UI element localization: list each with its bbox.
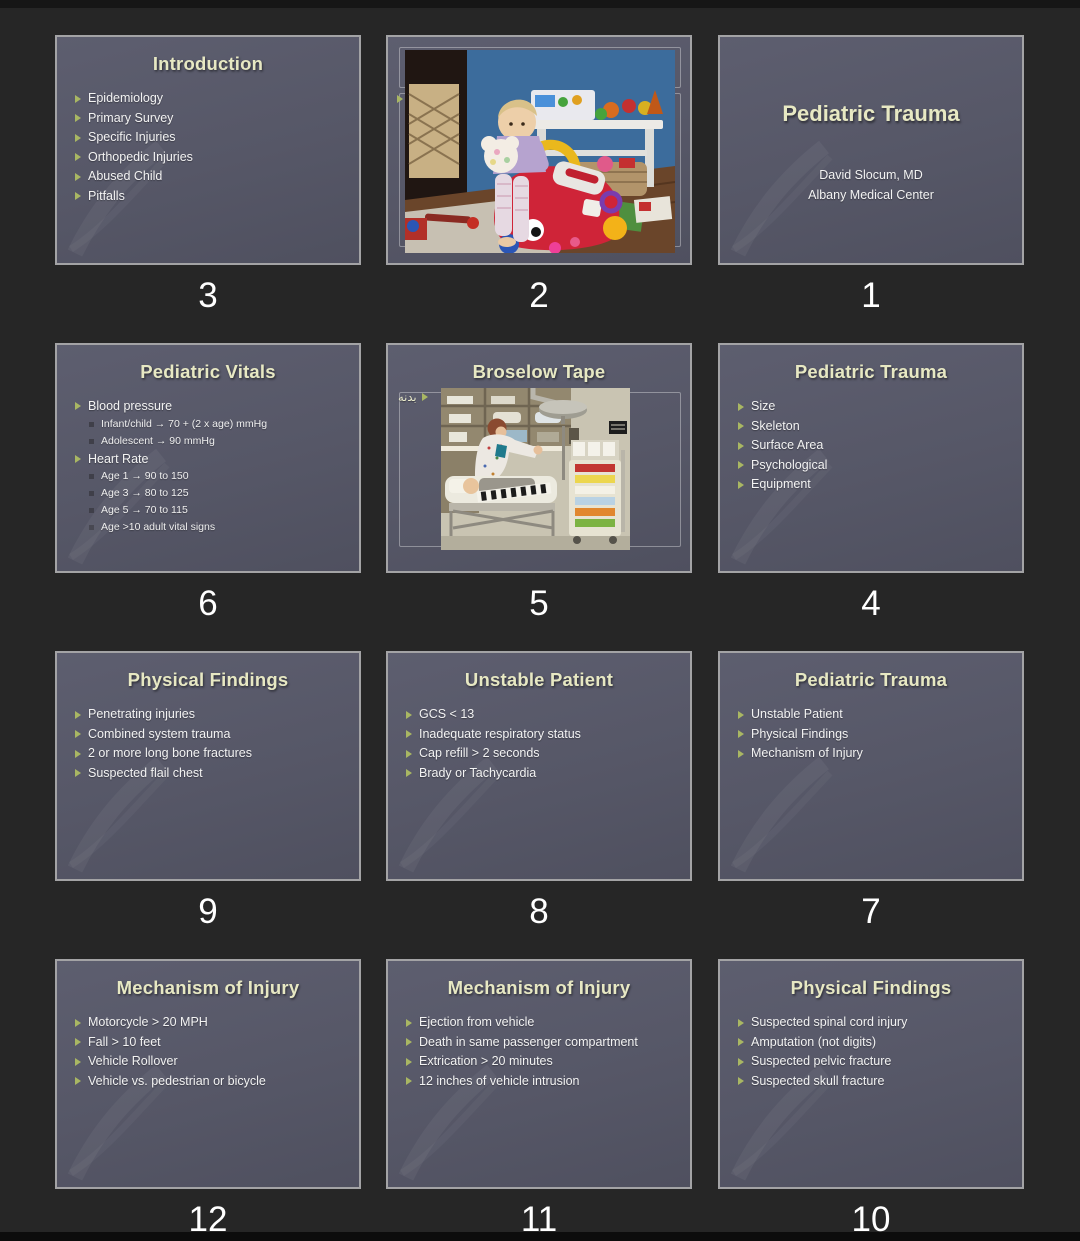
slide-thumbnail-12[interactable]: [55, 959, 361, 1189]
sub-bullet-item: [75, 485, 353, 502]
sub-bullet-item: [75, 433, 353, 450]
bullet-item: [738, 417, 1016, 437]
bullet-text: Ejection from vehicle: [419, 1015, 535, 1029]
bullet-text: Age >10 adult vital signs: [101, 521, 216, 533]
sub-bullet-item: [75, 416, 353, 433]
bullet-list: [75, 705, 353, 783]
bullet-square-icon: [89, 491, 94, 496]
slide-title: Broselow Tape: [472, 361, 606, 382]
bullet-item: [406, 1052, 684, 1072]
bullet-text: 2 or more long bone fractures: [88, 746, 252, 760]
bullet-item: [738, 1072, 1016, 1092]
bullet-arrow-icon: [406, 711, 412, 719]
bullet-arrow-icon: [738, 481, 744, 489]
bullet-item: [75, 148, 353, 168]
bullet-item: [738, 475, 1016, 495]
bullet-arrow-icon: [75, 134, 81, 142]
bullet-item: [406, 1072, 684, 1092]
slide-title: Physical Findings: [790, 977, 952, 998]
slide-cell-2: [386, 35, 692, 315]
bullet-arrow-icon: [738, 1077, 744, 1085]
bullet-item: [406, 1033, 684, 1053]
bullet-item: [738, 1013, 1016, 1033]
bullet-text: Vehicle vs. pedestrian or bicycle: [88, 1073, 266, 1088]
bullet-arrow-icon: [75, 455, 81, 463]
bullet-text: Primary Survey: [88, 110, 174, 125]
slide-number: 5: [529, 584, 549, 623]
bullet-arrow-icon: [75, 1019, 81, 1027]
slide-thumbnail-11[interactable]: [386, 959, 692, 1189]
bullet-arrow-icon: [738, 442, 744, 450]
bullet-item: [406, 764, 684, 784]
bullet-item: [75, 764, 353, 784]
sub-bullet-item: [75, 468, 353, 485]
bullet-text: Surface Area: [751, 438, 824, 452]
bullet-arrow-icon: [406, 1019, 412, 1027]
bullet-arrow-icon: [422, 393, 428, 401]
bullet-list: [738, 1013, 1016, 1091]
bullet-item: [738, 725, 1016, 745]
bullet-text: Mechanism of Injury: [751, 746, 863, 760]
rtl-bullet-line: [398, 390, 428, 404]
bullet-text: Suspected pelvic fracture: [751, 1054, 892, 1068]
bullet-square-icon: [89, 474, 94, 479]
bullet-arrow-icon: [397, 95, 403, 103]
feather-watermark: [726, 757, 836, 877]
bullet-text: Suspected spinal cord injury: [751, 1015, 908, 1029]
bullet-text: Motorcycle > 20 MPH: [88, 1015, 208, 1029]
slide-title: Unstable Patient: [464, 669, 614, 690]
slide-title: Pediatric Trauma: [794, 361, 948, 382]
slide-cell-6: [55, 343, 361, 623]
bullet-text: Penetrating injuries: [88, 707, 196, 721]
slide-cell-11: [386, 959, 692, 1239]
slide-title: Introduction: [152, 53, 264, 74]
bullet-arrow-icon: [738, 711, 744, 719]
slide-thumbnail-1[interactable]: [718, 35, 1024, 265]
slide-title: Physical Findings: [127, 669, 289, 690]
slide-number: 9: [198, 892, 218, 931]
institution-name: Albany Medical Center: [808, 188, 934, 202]
bullet-text: Extrication > 20 minutes: [419, 1054, 553, 1068]
bullet-list: [75, 89, 353, 206]
slide-number: 8: [529, 892, 549, 931]
bullet-arrow-icon: [75, 173, 81, 181]
slide-thumbnail-8[interactable]: [386, 651, 692, 881]
slide-thumbnail-4[interactable]: [718, 343, 1024, 573]
sub-bullet-item: [75, 502, 353, 519]
slide-thumbnail-5[interactable]: [386, 343, 692, 573]
bullet-item: [738, 705, 1016, 725]
bullet-list: [406, 705, 684, 783]
bullet-text: Infant/child → 70 + (2 x age) mmHg: [101, 417, 268, 430]
bullet-text: Specific Injuries: [88, 130, 176, 144]
slide-cell-7: [718, 651, 1024, 931]
bullet-text: Blood pressure: [88, 399, 173, 413]
bullet-item: [75, 109, 353, 129]
bullet-text: Age 5 → 70 to 115: [101, 504, 188, 516]
bullet-arrow-icon: [406, 1058, 412, 1066]
bullet-arrow-icon: [75, 1038, 81, 1046]
bullet-text: Age 1 → 90 to 150: [101, 470, 189, 482]
bullet-arrow-icon: [406, 750, 412, 758]
bullet-arrow-icon: [738, 730, 744, 738]
bullet-item: [406, 725, 684, 745]
bullet-item: [75, 744, 353, 764]
bullet-item: [406, 1013, 684, 1033]
slide-cell-3: [55, 35, 361, 315]
bullet-arrow-icon: [738, 422, 744, 430]
bullet-text: Amputation (not digits): [751, 1034, 877, 1049]
slide-thumbnail-6[interactable]: [55, 343, 361, 573]
slide-title: Pediatric Trauma: [794, 669, 948, 690]
bullet-arrow-icon: [406, 730, 412, 738]
bullet-text: Unstable Patient: [751, 707, 843, 721]
bullet-text: Adolescent → 90 mmHg: [101, 434, 215, 447]
author-name: David Slocum, MD: [819, 168, 923, 182]
slide-number: 4: [861, 584, 881, 623]
bullet-arrow-icon: [75, 153, 81, 161]
presentation-subtitle: [720, 165, 1022, 205]
presentation-title: Pediatric Trauma: [782, 101, 960, 126]
bullet-square-icon: [89, 525, 94, 530]
bullet-arrow-icon: [75, 750, 81, 758]
bullet-list: [75, 397, 353, 536]
bullet-item: [75, 725, 353, 745]
bullet-text: Suspected skull fracture: [751, 1073, 885, 1088]
bullet-item: [738, 1033, 1016, 1053]
bullet-item: [75, 128, 353, 148]
bullet-list: [406, 1013, 684, 1091]
slide-cell-8: [386, 651, 692, 931]
bullet-arrow-icon: [75, 114, 81, 122]
bullet-arrow-icon: [738, 1058, 744, 1066]
slide-thumbnail-7[interactable]: [718, 651, 1024, 881]
bullet-text: Brady or Tachycardia: [419, 765, 537, 780]
toddler-playroom-photo: [405, 50, 675, 253]
bullet-arrow-icon: [75, 769, 81, 777]
bullet-arrow-icon: [738, 461, 744, 469]
bullet-item: [738, 1052, 1016, 1072]
bullet-text: Vehicle Rollover: [88, 1054, 178, 1068]
bullet-item: [738, 744, 1016, 764]
slide-number: 10: [851, 1200, 891, 1239]
slide-number: 2: [529, 276, 549, 315]
bullet-text: Psychological: [751, 457, 828, 472]
slide-cell-4: [718, 343, 1024, 623]
bullet-text: Orthopedic Injuries: [88, 149, 193, 164]
slide-number: 1: [861, 276, 881, 315]
bullet-list: [75, 1013, 353, 1091]
bullet-text: GCS < 13: [419, 707, 475, 721]
bullet-arrow-icon: [738, 1019, 744, 1027]
bullet-text: 12 inches of vehicle intrusion: [419, 1073, 580, 1088]
bullet-text: Pitfalls: [88, 188, 125, 203]
bullet-square-icon: [89, 508, 94, 513]
bullet-arrow-icon: [75, 711, 81, 719]
slide-title: Mechanism of Injury: [447, 977, 631, 998]
slide-number: 6: [198, 584, 218, 623]
bullet-arrow-icon: [75, 1058, 81, 1066]
broselow-exam-room-photo: [441, 388, 630, 550]
bullet-item: [406, 705, 684, 725]
sub-bullet-item: [75, 519, 353, 536]
bullet-arrow-icon: [738, 1038, 744, 1046]
slide-thumbnail-9[interactable]: [55, 651, 361, 881]
bullet-arrow-icon: [75, 730, 81, 738]
bullet-item: [75, 1013, 353, 1033]
bullet-item: [406, 744, 684, 764]
bullet-list: [738, 705, 1016, 764]
bullet-text: Combined system trauma: [88, 726, 231, 741]
bullet-item: [75, 1072, 353, 1092]
bullet-arrow-icon: [738, 403, 744, 411]
bullet-text: Fall > 10 feet: [88, 1034, 161, 1049]
slide-thumbnail-2[interactable]: [386, 35, 692, 265]
bullet-text: Suspected flail chest: [88, 765, 203, 780]
bullet-item: [75, 1033, 353, 1053]
bullet-square-icon: [89, 422, 94, 427]
rtl-bullet-text: بدنه: [398, 390, 417, 404]
slide-number: 7: [861, 892, 881, 931]
bullet-text: Cap refill > 2 seconds: [419, 746, 540, 760]
bullet-arrow-icon: [406, 1077, 412, 1085]
slide-title: Mechanism of Injury: [116, 977, 300, 998]
bullet-arrow-icon: [75, 95, 81, 103]
bullet-item: [738, 397, 1016, 417]
bullet-arrow-icon: [75, 402, 81, 410]
bullet-item: [75, 1052, 353, 1072]
slide-cell-12: [55, 959, 361, 1239]
slide-thumbnail-10[interactable]: [718, 959, 1024, 1189]
bullet-item: [75, 187, 353, 207]
bullet-item: [75, 397, 353, 416]
slide-number: 12: [188, 1200, 228, 1239]
slide-cell-9: [55, 651, 361, 931]
bullet-list: [738, 397, 1016, 495]
bullet-item: [738, 436, 1016, 456]
bullet-arrow-icon: [75, 1077, 81, 1085]
slide-cell-5: [386, 343, 692, 623]
bullet-item: [75, 89, 353, 109]
bullet-text: Death in same passenger compartment: [419, 1034, 638, 1049]
bullet-arrow-icon: [406, 1038, 412, 1046]
bullet-text: Physical Findings: [751, 726, 849, 741]
bullet-item: [75, 167, 353, 187]
bullet-text: Inadequate respiratory status: [419, 726, 581, 741]
bullet-text: Equipment: [751, 477, 811, 491]
bullet-arrow-icon: [406, 769, 412, 777]
top-bar: [0, 0, 1080, 8]
bullet-arrow-icon: [738, 750, 744, 758]
bullet-item: [75, 705, 353, 725]
bullet-text: Epidemiology: [88, 91, 164, 105]
slide-number: 3: [198, 276, 218, 315]
slide-cell-1: [718, 35, 1024, 315]
bullet-text: Size: [751, 399, 776, 413]
slide-thumbnail-3[interactable]: [55, 35, 361, 265]
bullet-arrow-icon: [75, 192, 81, 200]
slide-title: Pediatric Vitals: [140, 361, 276, 382]
bullet-text: Skeleton: [751, 418, 800, 433]
bullet-item: [738, 456, 1016, 476]
bullet-text: Heart Rate: [88, 451, 149, 466]
slide-number: 11: [520, 1200, 558, 1239]
bullet-text: Age 3 → 80 to 125: [101, 487, 189, 499]
slide-cell-10: [718, 959, 1024, 1239]
bullet-text: Abused Child: [88, 169, 163, 183]
bullet-item: [75, 450, 353, 469]
bullet-square-icon: [89, 439, 94, 444]
